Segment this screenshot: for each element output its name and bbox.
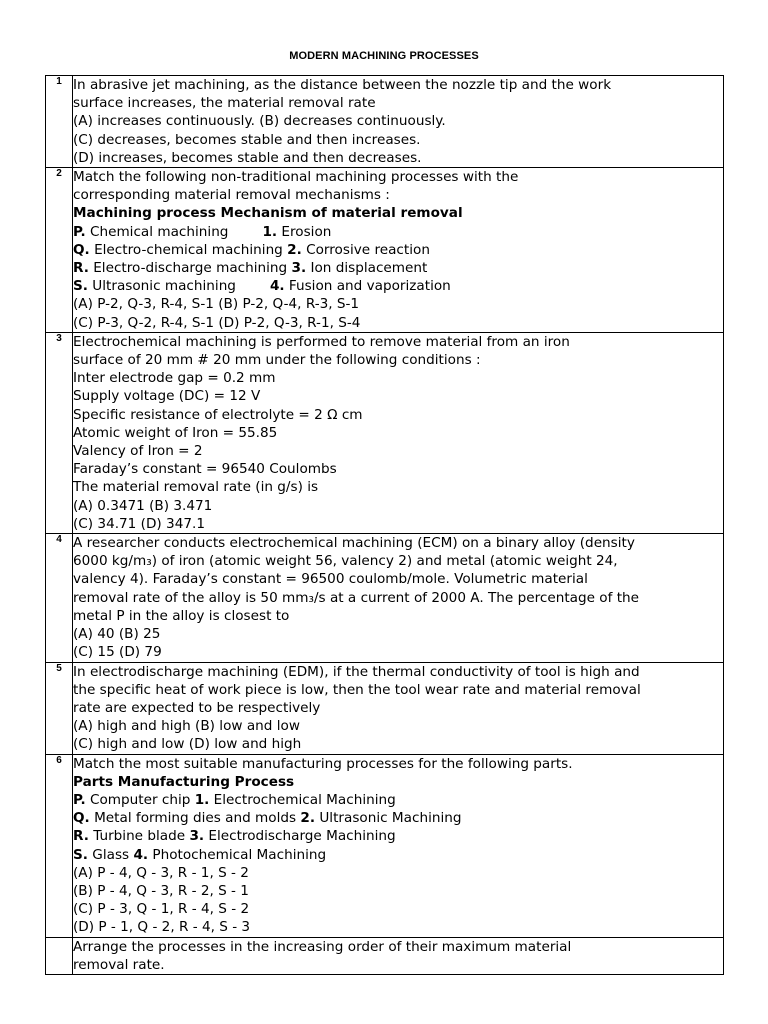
match-key: P. [73, 223, 86, 240]
match-item: Metal forming dies and molds [94, 810, 297, 827]
question-row [46, 754, 724, 937]
question-text: Arrange the processes in the increasing order of their maximum material [73, 938, 572, 955]
match-num: 3. [291, 260, 307, 277]
question-body [73, 754, 724, 937]
question-text: In electrodischarge machining (EDM), if the thermal conductivity of tool is high and [73, 663, 640, 680]
question-text: Electrochemical machining is performed to remove material from an iron [73, 333, 570, 350]
option-line: (A) increases continuously. (B) decreases continuously. [73, 113, 446, 130]
question-text: metal P in the alloy is closest to [73, 607, 290, 624]
match-item: Chemical machining [89, 223, 229, 240]
match-row [73, 259, 723, 277]
questions-table [45, 75, 724, 975]
option-line: (C) P-3, Q-2, R-4, S-1 (D) P-2, Q-3, R-1, S-4 [73, 314, 361, 331]
match-item: Glass [92, 846, 130, 863]
option-line: (D) increases, becomes stable and then decreases. [73, 149, 422, 166]
match-num: 4. [133, 846, 149, 863]
question-text: removal rate. [73, 956, 165, 973]
match-value: Electrodischarge Machining [208, 828, 396, 845]
match-value: Erosion [281, 223, 332, 240]
question-text: valency 4). Faraday’s constant = 96500 coulomb/mole. Volumetric material [73, 571, 588, 588]
question-text: rate are expected to be respectively [73, 699, 321, 716]
match-key: S. [73, 846, 88, 863]
option-line: (A) 40 (B) 25 [73, 626, 161, 643]
match-key: P. [73, 791, 86, 808]
match-item: Computer chip [89, 791, 191, 808]
question-text: Match the most suitable manufacturing processes for the following parts. [73, 755, 573, 772]
question-body [73, 76, 724, 168]
match-row [73, 846, 723, 864]
match-header: Parts Manufacturing Process [73, 773, 295, 790]
question-row [46, 534, 724, 662]
option-line: (A) 0.3471 (B) 3.471 [73, 497, 213, 514]
question-text: The material removal rate (in g/s) is [73, 479, 319, 496]
match-value: Ultrasonic Machining [319, 810, 462, 827]
match-num: 2. [287, 241, 302, 258]
question-number: 5 [46, 662, 73, 754]
match-num: 2. [300, 810, 316, 827]
question-row [46, 76, 724, 168]
condition-line: Specific resistance of electrolyte = 2 Ω cm [73, 406, 363, 423]
condition-line: Supply voltage (DC) = 12 V [73, 388, 261, 405]
question-body [73, 662, 724, 754]
option-line: (A) P-2, Q-3, R-4, S-1 (B) P-2, Q-4, R-3, S-1 [73, 296, 360, 313]
match-value: Fusion and vaporization [288, 278, 451, 295]
match-item: Turbine blade [93, 828, 186, 845]
match-value: Ion displacement [310, 260, 428, 277]
option-line: (A) P - 4, Q - 3, R - 1, S - 2 [73, 864, 249, 881]
question-body [73, 937, 724, 974]
question-body [73, 332, 724, 533]
document-title: MODERN MACHINING PROCESSES [289, 50, 479, 62]
question-row [46, 168, 724, 333]
condition-line: Inter electrode gap = 0.2 mm [73, 370, 276, 387]
question-text: Match the following non-traditional machining processes with the [73, 169, 519, 186]
option-line: (D) P - 1, Q - 2, R - 4, S - 3 [73, 919, 251, 936]
question-body [73, 168, 724, 333]
question-body [73, 534, 724, 662]
match-row [73, 241, 723, 259]
question-number: 4 [46, 534, 73, 662]
match-item: Ultrasonic machining [92, 278, 236, 295]
question-text: the specific heat of work piece is low, then the tool wear rate and material removal [73, 681, 641, 698]
match-key: Q. [73, 241, 90, 258]
question-text: surface of 20 mm # 20 mm under the following conditions : [73, 352, 481, 369]
question-text: 6000 kg/m₃) of iron (atomic weight 56, valency 2) and metal (atomic weight 24, [73, 553, 618, 570]
condition-line: Faraday’s constant = 96540 Coulombs [73, 461, 337, 478]
question-row [46, 332, 724, 533]
question-text: surface increases, the material removal rate [73, 95, 376, 112]
option-line: (C) high and low (D) low and high [73, 736, 302, 753]
match-row [73, 791, 723, 809]
question-text: A researcher conducts electrochemical machining (ECM) on a binary alloy (density [73, 535, 635, 552]
match-row [73, 809, 723, 827]
option-line: (C) P - 3, Q - 1, R - 4, S - 2 [73, 901, 250, 918]
match-num: 4. [269, 278, 285, 295]
option-line: (A) high and high (B) low and low [73, 718, 300, 735]
match-num: 1. [262, 223, 278, 240]
question-number: 1 [46, 76, 73, 168]
question-number [46, 937, 73, 974]
question-text: corresponding material removal mechanisms : [73, 187, 390, 204]
option-line: (B) P - 4, Q - 3, R - 2, S - 1 [73, 882, 249, 899]
match-num: 1. [194, 791, 210, 808]
match-item: Electro-chemical machining [94, 241, 283, 258]
match-key: Q. [73, 810, 90, 827]
question-number: 6 [46, 754, 73, 937]
match-row [73, 827, 723, 845]
match-value: Electrochemical Machining [213, 791, 396, 808]
question-text: In abrasive jet machining, as the distance between the nozzle tip and the work [73, 77, 612, 93]
match-value: Photochemical Machining [152, 846, 327, 863]
match-num: 3. [189, 828, 205, 845]
match-row [73, 277, 723, 295]
match-item: Electro-discharge machining [93, 260, 288, 277]
condition-line: Valency of Iron = 2 [73, 443, 203, 460]
match-key: S. [73, 278, 88, 295]
option-line: (C) 34.71 (D) 347.1 [73, 515, 205, 532]
match-key: R. [73, 260, 89, 277]
question-number: 3 [46, 332, 73, 533]
match-value: Corrosive reaction [306, 241, 430, 258]
question-text: removal rate of the alloy is 50 mm₃/s at a current of 2000 A. The percentage of the [73, 589, 640, 606]
match-row [73, 223, 723, 241]
match-key: R. [73, 828, 89, 845]
option-line: (C) decreases, becomes stable and then increases. [73, 131, 421, 148]
option-line: (C) 15 (D) 79 [73, 644, 162, 661]
question-number: 2 [46, 168, 73, 333]
question-row [46, 662, 724, 754]
match-header: Machining process Mechanism of material removal [73, 205, 463, 222]
condition-line: Atomic weight of Iron = 55.85 [73, 424, 278, 441]
question-row [46, 937, 724, 974]
